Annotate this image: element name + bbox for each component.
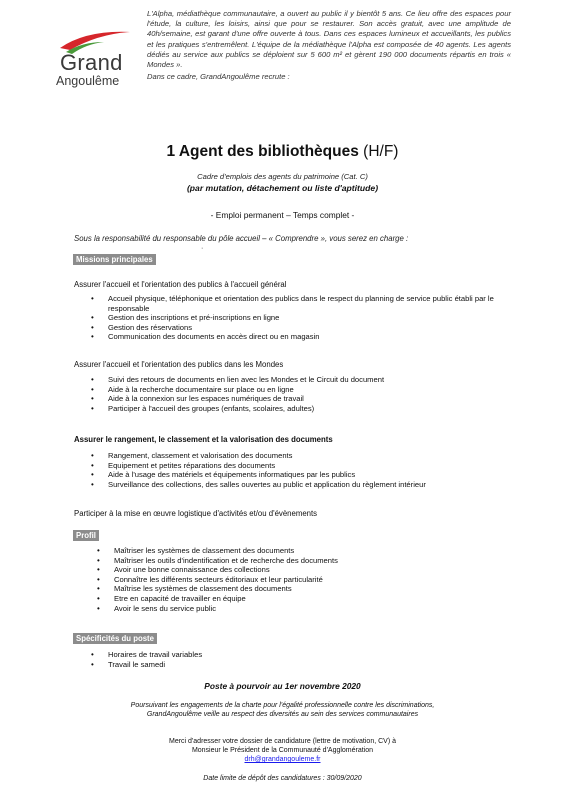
intro-block	[147, 9, 511, 82]
list-item: • Maîtriser les systèmes de classement des documents	[97, 546, 517, 556]
list-item: • Etre en capacité de travailler en équipe	[97, 594, 517, 604]
list-item: • Communication des documents en accès direct ou en magasin	[91, 332, 515, 342]
cadre-emplois: Cadre d'emplois des agents du patrimoine (Cat. C)	[197, 172, 368, 181]
profil-list	[97, 546, 517, 613]
list-item: • Avoir une bonne connaissance des collections	[97, 565, 517, 575]
mission-accueil-general-list	[91, 294, 515, 342]
mission-rangement-title: Assurer le rangement, le classement et la valorisation des documents	[74, 435, 333, 444]
mission-accueil-mondes-title: Assurer l'accueil et l'orientation des publics dans les Mondes	[74, 360, 284, 369]
equality-line-2: GrandAngoulême veille au respect des diversités au sein des services communautaires	[146, 711, 419, 719]
equality-line-1: Poursuivant les engagements de la charte pour l'égalité professionnelle contre les discriminations,	[130, 702, 435, 709]
logo-grand-text: Grand	[60, 50, 123, 75]
specificites-list	[91, 650, 391, 669]
contact-email-link[interactable]: drh@grandangouleme.fr	[244, 756, 321, 764]
employment-type: - Emploi permanent – Temps complet -	[210, 210, 355, 220]
list-item: • Horaires de travail variables	[91, 650, 391, 660]
list-item: • Participer à l'accueil des groupes (enfants, scolaires, adultes)	[91, 404, 511, 414]
list-item: • Aide à la connexion sur les espaces numériques de travail	[91, 394, 511, 404]
list-item: • Connaître les différents secteurs éditoriaux et leur particularité	[97, 575, 517, 585]
list-item: • Maîtriser les outils d'indentification et de recherche des documents	[97, 556, 517, 566]
logo-angouleme-text: Angoulême	[56, 74, 120, 88]
contact-line-2: Monsieur le Président de la Communauté d'Agglomération	[191, 747, 374, 755]
section-specificites-heading: Spécificités du poste	[73, 633, 157, 644]
list-item: • Aide à la recherche documentaire sur place ou en ligne	[91, 385, 511, 395]
start-date: Poste à pourvoir au 1er novembre 2020	[204, 681, 361, 691]
contact-block	[0, 737, 565, 765]
section-missions-heading: Missions principales	[73, 254, 156, 265]
recruitment-mode: (par mutation, détachement ou liste d'aptitude)	[186, 183, 379, 193]
list-item: • Equipement et petites réparations des documents	[91, 461, 521, 471]
list-item: • Gestion des réservations	[91, 323, 515, 333]
list-item: • Travail le samedi	[91, 660, 391, 670]
section-profil-heading: Profil	[73, 530, 99, 541]
mission-accueil-mondes-list	[91, 375, 511, 413]
list-item: • Surveillance des collections, des salles ouvertes au public et application du règlement intérieur	[91, 480, 521, 490]
list-item: • Accueil physique, téléphonique et orientation des publics dans le respect du planning de service public établi par le responsable	[91, 294, 515, 313]
mission-rangement-list	[91, 451, 521, 489]
contact-line-1: Merci d'adresser votre dossier de candidature (lettre de motivation, CV) à	[169, 738, 396, 745]
list-item: • Maîtrise les systèmes de classement des documents	[97, 584, 517, 594]
job-title-suffix: (H/F)	[358, 143, 399, 160]
job-title	[0, 143, 565, 161]
grandangouleme-logo	[46, 26, 136, 92]
list-item: • Aide à l'usage des matériels et équipements informatiques par les publics	[91, 470, 521, 480]
equality-statement	[60, 701, 505, 720]
list-item: • Rangement, classement et valorisation des documents	[91, 451, 521, 461]
list-item: • Avoir le sens du service public	[97, 604, 517, 614]
mission-evenements-title: Participer à la mise en œuvre logistique d'activités et/ou d'évènements	[74, 509, 318, 518]
list-item: • Gestion des inscriptions et pré-inscriptions en ligne	[91, 313, 515, 323]
deadline: Date limite de dépôt des candidatures : 30/09/2020	[203, 775, 362, 782]
responsibility-line: Sous la responsabilité du responsable du pôle accueil – « Comprendre », vous serez en charge :	[74, 234, 409, 243]
mission-accueil-general-title: Assurer l'accueil et l'orientation des publics à l'accueil général	[74, 280, 287, 289]
job-title-main: 1 Agent des bibliothèques	[166, 143, 359, 160]
recrute-line: Dans ce cadre, GrandAngoulême recrute :	[147, 72, 290, 82]
intro-paragraph: L'Alpha, médiathèque communautaire, a ouvert au public il y bientôt 5 ans. Ce lieu offre des espaces pour l'étude, la culture, les loisirs, ainsi que pour se restaurer. Son accès gratuit, avec une amplitude de 40h/semaine, est garant d'une offre ouverte à tous. Dans ces espaces lumineux et accueillants, les publics et les pratiques s'entremêlent. L'équipe de la médiathèque l'Alpha est composée de 40 agents. Les agents dédiés au service aux publics se déploient sur 5 600 m² et gèrent 190 000 documents répartis en trois « Mondes ».	[147, 9, 511, 70]
list-item: • Suivi des retours de documents en lien avec les Mondes et le Circuit du document	[91, 375, 511, 385]
separator-dot: ·	[201, 245, 204, 252]
